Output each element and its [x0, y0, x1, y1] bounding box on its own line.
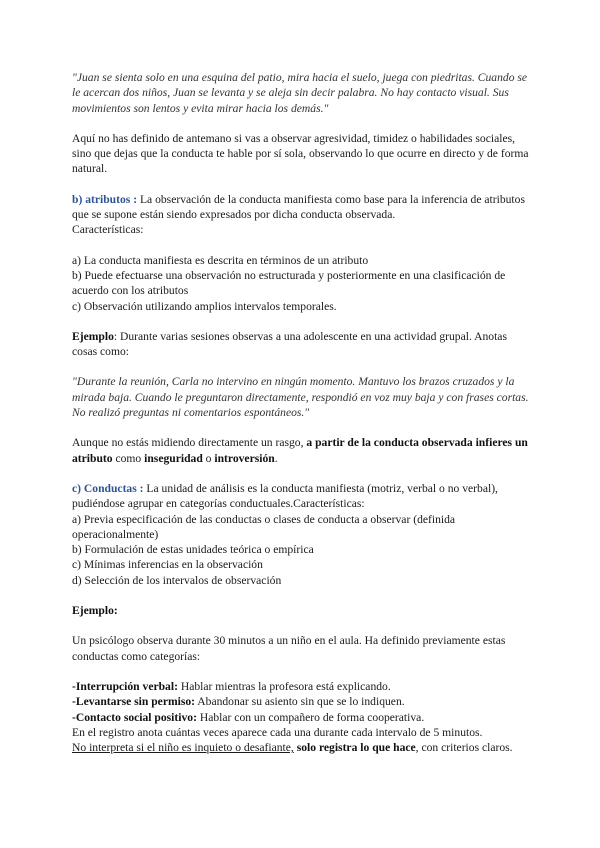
category-name: -Contacto social positivo: — [72, 710, 197, 724]
example-1-paragraph — [72, 329, 532, 360]
category-desc: Abandonar su asiento sin que se lo indiquen. — [195, 695, 405, 709]
section-c-item: b) Formulación de estas unidades teórica o empírica — [72, 543, 314, 557]
inference-text: o — [202, 451, 215, 465]
natural-observation-paragraph: Aquí no has definido de antemano si vas a observar agresividad, timidez o habilidades sociales, sino que dejas que la conducta te hable por sí sola, observando lo que ocurre en directo y de forma natural. — [72, 131, 529, 176]
inference-bold: a partir de la conducta observada infieres un atributo — [72, 436, 528, 465]
inference-paragraph — [72, 435, 532, 466]
section-b-item: a) La conducta manifiesta es descrita en términos de un atributo — [72, 253, 369, 267]
category-item — [72, 679, 532, 694]
section-b-paragraph — [72, 192, 532, 223]
document-page — [72, 70, 532, 755]
section-c-item: c) Mínimas inferencias en la observación — [72, 558, 263, 572]
inference-text: Aunque no estás midiendo directamente un rasgo, — [72, 436, 307, 450]
carla-quote: "Durante la reunión, Carla no intervino en ningún momento. Mantuvo los brazos cruzados y la mirada baja. Cuando le preguntaron directamente, respondió en voz muy baja y con frases cortas. No realizó preguntas ni comentarios espontáneos." — [72, 375, 529, 420]
juan-quote: "Juan se sienta solo en una esquina del patio, mira hacia el suelo, juega con piedritas. Cuando se le acercan dos niños, Juan se levanta y se aleja sin decir palabra. No hay contacto visual. Sus movimientos son lentos y evita mirar hacia los demás." — [72, 71, 528, 115]
category-name: -Interrupción verbal: — [72, 679, 178, 693]
section-c-item: a) Previa especificación de las conductas o clases de conducta a observar (definida operacionalmente) — [72, 512, 456, 541]
psychologist-paragraph: Un psicólogo observa durante 30 minutos a un niño en el aula. Ha definido previamente estas conductas como categorías: — [72, 634, 506, 663]
register-paragraph: En el registro anota cuántas veces aparece cada una durante cada intervalo de 5 minutos. — [72, 725, 483, 739]
inseguridad-bold: inseguridad — [144, 451, 203, 465]
category-item — [72, 710, 532, 725]
example-2-label-text: Ejemplo: — [72, 604, 118, 618]
category-desc: Hablar mientras la profesora está explicando. — [177, 679, 391, 693]
introversion-bold: introversión — [214, 451, 275, 465]
inference-text: . — [274, 451, 278, 465]
section-b-heading: b) atributos : — [72, 192, 138, 206]
section-c-paragraph — [72, 481, 532, 512]
section-b-text: La observación de la conducta manifiesta como base para la inferencia de atributos que se supone están siendo expresados por dicha conducta observada. — [72, 192, 525, 222]
category-item — [72, 694, 532, 709]
category-name: -Levantarse sin permiso: — [72, 695, 196, 709]
example-2-label — [72, 603, 532, 618]
section-b-item: c) Observación utilizando amplios intervalos temporales. — [72, 299, 337, 313]
final-text: , con criterios claros. — [415, 741, 513, 755]
section-c-item: d) Selección de los intervalos de observación — [72, 573, 282, 587]
example-1-text: : Durante varias sesiones observas a una adolescente en una actividad grupal. Anotas cosas como: — [72, 329, 507, 359]
section-c-heading: c) Conductas : — [72, 481, 144, 495]
category-desc: Hablar con un compañero de forma cooperativa. — [196, 710, 425, 724]
final-bold: solo registra lo que hace — [296, 741, 416, 755]
final-paragraph — [72, 740, 532, 755]
section-b-char-label: Características: — [72, 223, 144, 237]
example-1-label: Ejemplo — [72, 329, 114, 343]
final-underlined: No interpreta si el niño es inquieto o desafiante, — [72, 741, 294, 755]
section-c-text: La unidad de análisis es la conducta manifiesta (motriz, verbal o no verbal), pudiéndose agrupar en categorías conductuales.Características: — [72, 481, 498, 511]
section-b-item: b) Puede efectuarse una observación no estructurada y posteriormente en una clasificación de acuerdo con los atributos — [72, 268, 506, 298]
inference-text: como — [112, 451, 145, 465]
